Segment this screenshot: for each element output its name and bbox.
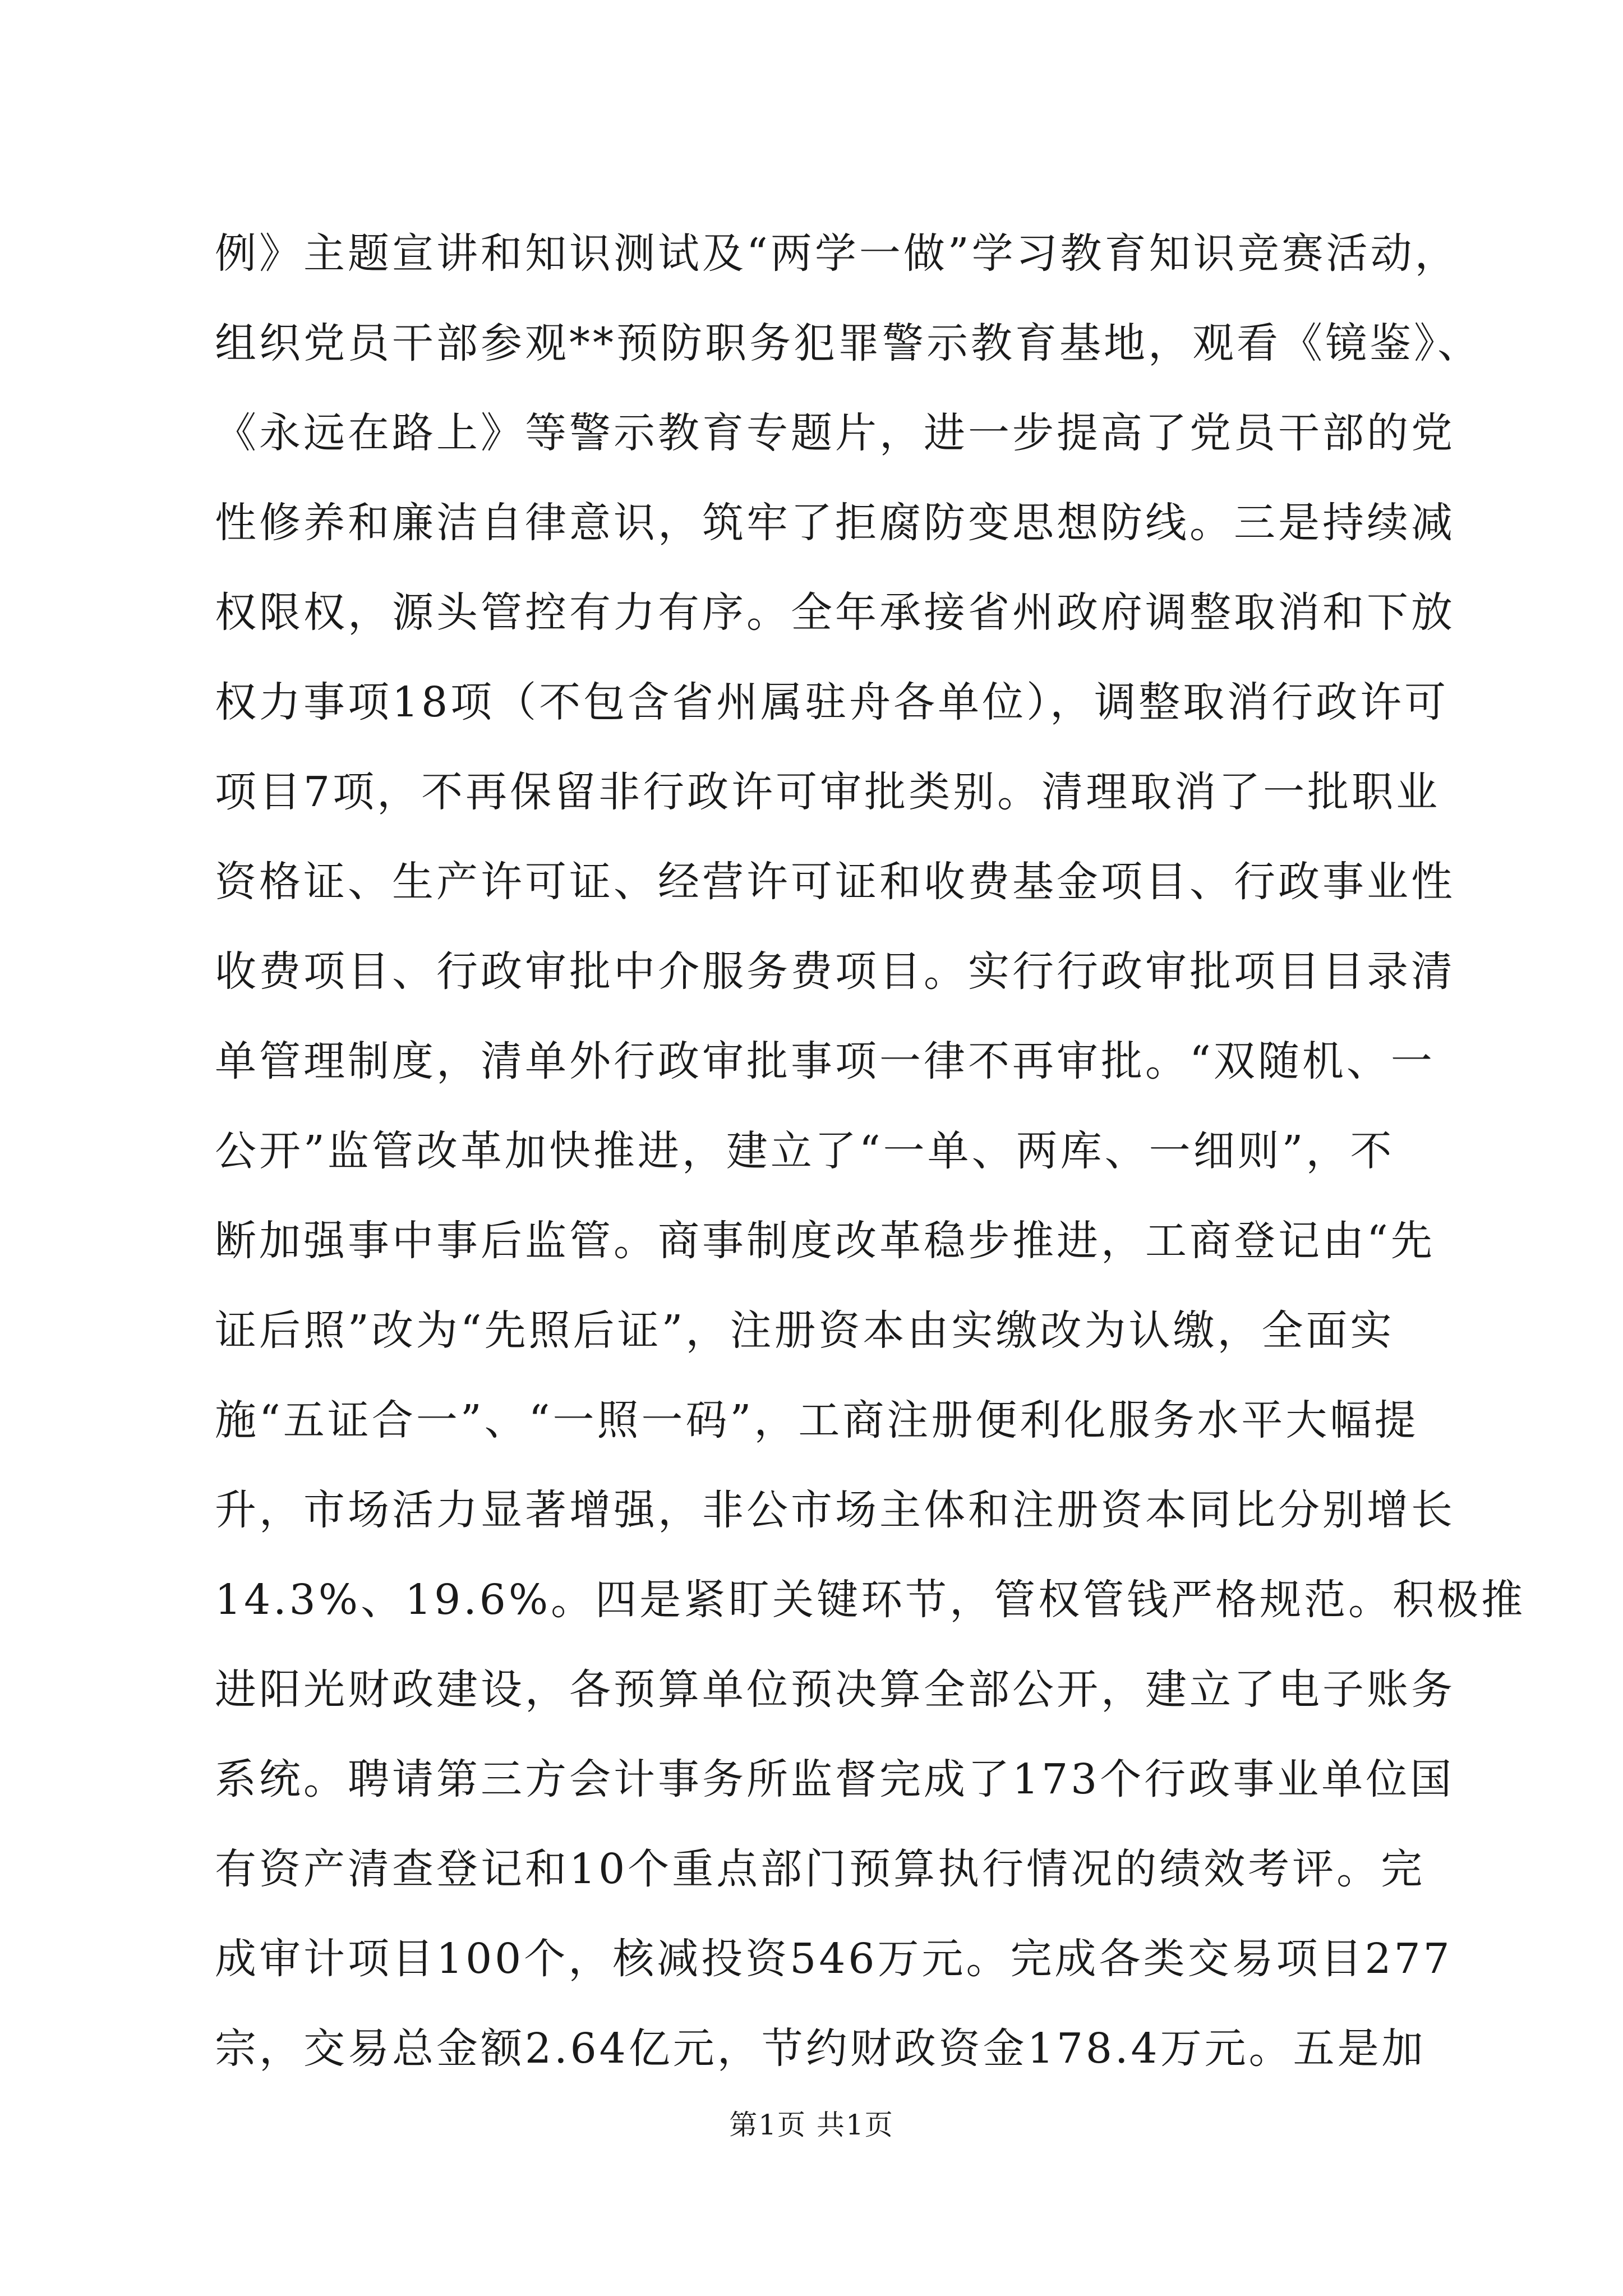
text-line: 证后照”改为“先照后证”，注册资本由实缴改为认缴，全面实: [215, 1306, 1395, 1355]
text-line: 公开”监管改革加快推进，建立了“一单、两库、一细则”，不: [215, 1127, 1395, 1175]
text-line: 权力事项18项（不包含省州属驻舟各单位），调整取消行政许可: [215, 678, 1449, 726]
text-line: 断加强事中事后监管。商事制度改革稳步推进，工商登记由“先: [215, 1217, 1435, 1265]
text-line: 资格证、生产许可证、经营许可证和收费基金项目、行政事业性: [215, 858, 1455, 906]
text-line: 《永远在路上》等警示教育专题片，进一步提高了党员干部的党: [215, 409, 1455, 457]
text-line: 组织党员干部参观**预防职务犯罪警示教育基地，观看《镜鉴》、: [215, 319, 1482, 367]
text-line: 项目7项，不再保留非行政许可审批类别。清理取消了一批职业: [215, 768, 1441, 816]
text-line: 施“五证合一”、“一照一码”，工商注册便利化服务水平大幅提: [215, 1396, 1419, 1444]
text-line: 有资产清查登记和10个重点部门预算执行情况的绩效考评。完: [215, 1845, 1426, 1893]
text-line: 单管理制度，清单外行政审批事项一律不再审批。“双随机、一: [215, 1037, 1435, 1085]
body-paragraph: [215, 209, 1526, 2093]
text-line: 例》主题宣讲和知识测试及“两学一做”学习教育知识竞赛活动，: [215, 229, 1459, 278]
text-line: 升，市场活力显著增强，非公市场主体和注册资本同比分别增长: [215, 1486, 1455, 1534]
text-line: 系统。聘请第三方会计事务所监督完成了173个行政事业单位国: [215, 1755, 1455, 1803]
text-line: 收费项目、行政审批中介服务费项目。实行行政审批项目目录清: [215, 947, 1455, 996]
text-line: 宗，交易总金额2.64亿元，节约财政资金178.4万元。五是加: [215, 2024, 1426, 2073]
text-line: 14.3%、19.6%。四是紧盯关键环节，管权管钱严格规范。积极推: [215, 1576, 1526, 1624]
text-line: 进阳光财政建设，各预算单位预决算全部公开，建立了电子账务: [215, 1665, 1455, 1714]
text-line: 成审计项目100个，核减投资546万元。完成各类交易项目277: [215, 1935, 1453, 1983]
page-footer: 第1页 共1页: [729, 2109, 894, 2141]
text-line: 权限权，源头管控有力有序。全年承接省州政府调整取消和下放: [215, 588, 1455, 637]
text-line: 性修养和廉洁自律意识，筑牢了拒腐防变思想防线。三是持续减: [215, 499, 1455, 547]
